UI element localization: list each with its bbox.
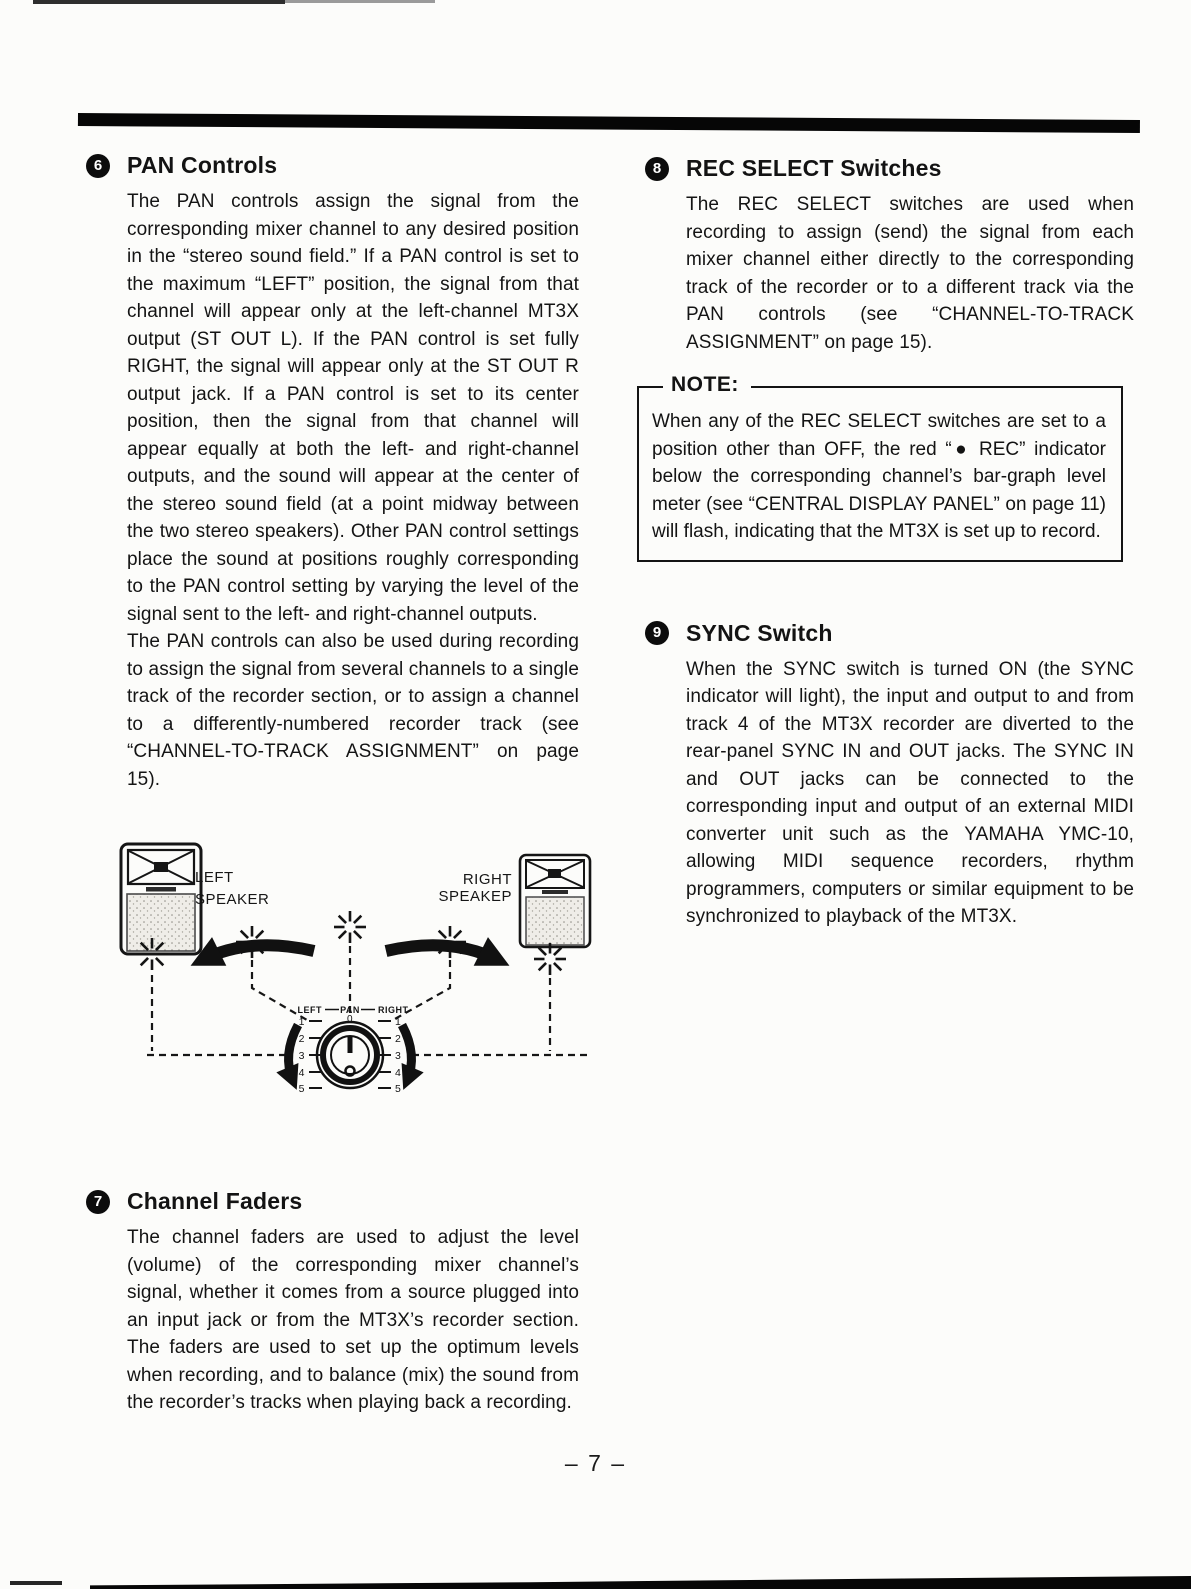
section-rec-select xyxy=(645,155,1134,356)
section-pan-controls xyxy=(86,152,579,793)
knob-pointer xyxy=(348,1036,353,1053)
sparkle-icon xyxy=(334,911,366,943)
scan-artifact-bottom-left xyxy=(10,1581,62,1585)
pan-paragraph-1: The PAN controls assign the signal from the corresponding mixer channel to any desired position in the “stereo sound field.” If a PAN control is set to the maximum “LEFT” position, the signal from that channel will appear only at the left-channel MT3X output (ST OUT L). If the PAN control is set fully RIGHT, the signal will appear only at the ST OUT R output jack. If a PAN control is set to its center position, then the signal from that channel will appear equally at both the left- and right-channel outputs, and the sound will appear at the center of the stereo sound field (at a point midway between the two stereo speakers). Other PAN control settings place the sound at positions roughly corresponding to the PAN control setting by varying the level of the signal sent to the left- and right-channel outputs. xyxy=(127,191,579,625)
pan-diagram-svg xyxy=(100,828,600,1125)
bullet-number-7: 7 xyxy=(86,1190,110,1214)
knob-scale-right-3: 3 xyxy=(395,1050,402,1062)
knob-scale-right-2: 2 xyxy=(395,1033,402,1045)
section-heading xyxy=(86,152,579,179)
page-title: PAN Controls xyxy=(127,152,278,178)
knob-ticks xyxy=(309,1021,391,1088)
sync-switch-paragraph: When the SYNC switch is turned ON (the SYNC indicator will light), the input and output to and from track 4 of the MT3X recorder are diverted to the rear-panel SYNC IN and OUT jacks. The SYNC IN and OUT jacks can be connected to the corresponding input and output of an external MIDI converter unit such as the YAMAHA YMC-10, allowing MIDI sequence recorders, rhythm programmers, computers or similar equipment to be synchronized to playback of the MT3X. xyxy=(686,658,1134,927)
knob-scale-left-4: 4 xyxy=(298,1067,305,1079)
left-speaker-label-line2: SPEAKER xyxy=(195,891,270,908)
knob-rotate-left-arrow xyxy=(289,1025,298,1081)
pan-paragraph-2: The PAN controls can also be used during recording to assign the signal from several channels to a single track of the recorder section, or to assign a channel to a differently-numbered recorder track (see “CHANNEL-TO-TRACK ASSIGNMENT” on page 15). xyxy=(127,631,579,790)
note-box xyxy=(637,373,1123,562)
section-channel-faders xyxy=(86,1188,579,1417)
right-speaker-label-line2: SPEAKEP xyxy=(438,888,512,905)
knob-scale-right-4: 4 xyxy=(395,1067,402,1079)
section-title: SYNC Switch xyxy=(686,619,833,646)
pan-left-arrow xyxy=(202,945,314,960)
top-rule xyxy=(78,113,1140,133)
section-title: Channel Faders xyxy=(127,1188,303,1214)
section-heading xyxy=(645,620,1134,647)
bullet-number-8: 8 xyxy=(645,157,669,181)
pan-diagram xyxy=(100,828,600,1125)
scan-artifact-top xyxy=(33,0,285,4)
knob-rotate-right-arrow xyxy=(402,1025,411,1081)
knob-scale-right-5: 5 xyxy=(395,1083,402,1095)
right-speaker-label-line1: RIGHT xyxy=(462,871,512,888)
knob-scale-left-3: 3 xyxy=(298,1050,305,1062)
rec-select-paragraph: The REC SELECT switches are used when recording to assign (send) the signal from each mixer channel either directly to the corresponding track of the recorder or to a different track via the PAN controls (see “CHANNEL-TO-TRACK ASSIGNMENT” on page 15). xyxy=(686,194,1134,353)
section-heading xyxy=(645,155,1134,182)
channel-faders-paragraph: The channel faders are used to adjust the level (volume) of the corresponding mixer channel’s signal, whether it comes from a source plugged into an input jack or from the MT3X’s recorder section. The faders are used to set up the optimum levels when recording, and to balance (mix) the sound from the recorder’s tracks when playing back a recording. xyxy=(127,1227,579,1413)
right-column xyxy=(645,155,1134,931)
note-text: When any of the REC SELECT switches are set to a position other than OFF, the red “● REC” indicator below the corresponding channel’s bar-graph level meter (see “CENTRAL DISPLAY PANEL” on page 11) will flash, indicating that the MT3X is set up to record. xyxy=(652,411,1106,542)
bullet-number-6: 6 xyxy=(86,154,110,178)
knob-left-label: LEFT xyxy=(297,1005,322,1015)
scan-artifact-bottom xyxy=(90,1576,1191,1589)
note-label: NOTE: xyxy=(663,373,751,397)
left-speaker-icon xyxy=(121,844,201,954)
knob-pan-label: PAN xyxy=(340,1005,360,1015)
knob-scale-left-2: 2 xyxy=(298,1033,305,1045)
right-speaker-icon xyxy=(520,855,590,947)
knob-scale-right-1: 1 xyxy=(395,1016,402,1028)
knob-scale-left-1: 1 xyxy=(298,1016,305,1028)
section-title: REC SELECT Switches xyxy=(686,155,942,181)
pan-right-arrow xyxy=(386,945,498,960)
pan-knob xyxy=(317,1022,383,1088)
page-number: – 7 – xyxy=(564,1450,627,1476)
section-sync-switch xyxy=(645,620,1134,931)
section-heading xyxy=(86,1188,579,1215)
scan-artifact-top-light xyxy=(285,0,435,3)
bullet-number-9: 9 xyxy=(645,621,669,645)
knob-scale-left-5: 5 xyxy=(298,1083,305,1095)
knob-right-label: RIGHT xyxy=(378,1005,409,1015)
knob-zero-label: 0 xyxy=(346,1014,354,1025)
sparkle-icon xyxy=(534,943,566,975)
left-speaker-label-line1: LEFT xyxy=(195,869,234,886)
